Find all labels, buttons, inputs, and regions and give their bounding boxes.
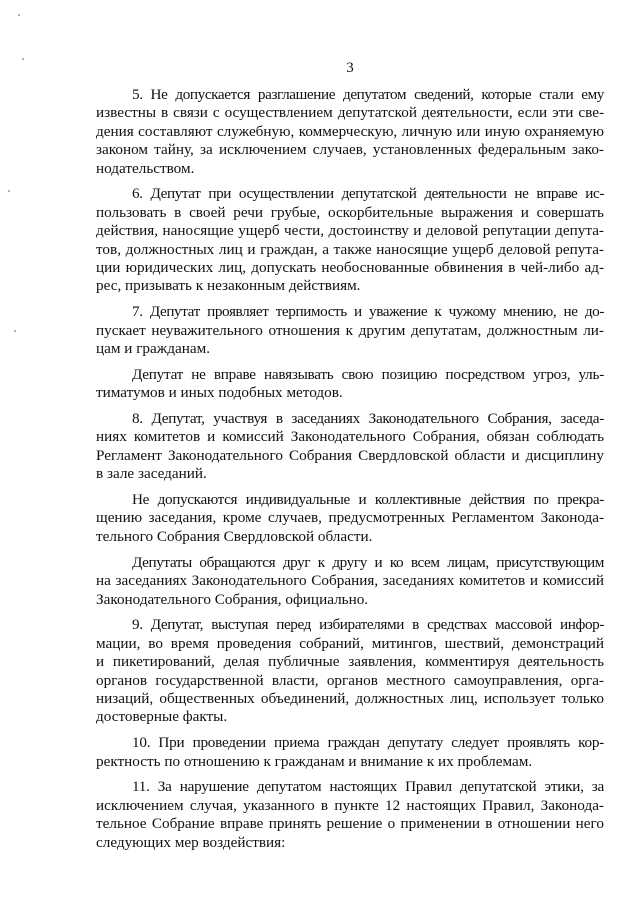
text-line: тов, должностных лиц и граждан, а также наносящие ущерб деловой репута- bbox=[96, 240, 604, 258]
scan-speck bbox=[18, 14, 20, 16]
text-line: дения составляют служебную, коммерческую, личную или иную охраняемую bbox=[96, 122, 604, 140]
text-line: Регламент Законодательного Собрания Свердловской области и дисциплину bbox=[96, 446, 604, 464]
text-line: действия, наносящие ущерб чести, достоинству и деловой репутации депута- bbox=[96, 222, 604, 240]
text-line: 8. Депутат, участвуя в заседаниях Законодательного Собрания, заседа- bbox=[132, 410, 604, 428]
text-line: нодательством. bbox=[96, 159, 195, 177]
text-line: 11. За нарушение депутатом настоящих Правил депутатской этики, за bbox=[132, 778, 604, 796]
text-line: 9. Депутат, выступая перед избирателями в средствах массовой инфор- bbox=[132, 616, 604, 634]
text-line: пускает неуважительного отношения к другим депутатам, должностным ли- bbox=[96, 321, 604, 339]
paragraph-item-9 bbox=[96, 616, 604, 726]
text-line: щению заседания, кроме случаев, предусмотренных Регламентом Законода- bbox=[96, 509, 604, 527]
text-line: 7. Депутат проявляет терпимость и уважение к чужому мнению, не до- bbox=[132, 303, 604, 321]
text-line: Депутат не вправе навязывать свою позицию посредством угроз, уль- bbox=[132, 365, 604, 383]
text-line: органов государственной власти, органов местного самоуправления, орга- bbox=[96, 671, 604, 689]
text-line: достоверные факты. bbox=[96, 708, 228, 726]
paragraph-item-5 bbox=[96, 86, 604, 178]
scan-speck bbox=[14, 330, 16, 332]
text-line: ции юридических лиц, допускать необоснованные обвинения в чей-либо ад- bbox=[96, 259, 604, 277]
text-line: мации, во время проведения собраний, митингов, шествий, демонстраций bbox=[96, 634, 604, 652]
paragraph-item-11 bbox=[96, 778, 604, 852]
text-line: рес, призывать к незаконным действиям. bbox=[96, 277, 361, 295]
text-line: Законодательного Собрания, официально. bbox=[96, 590, 369, 608]
text-line: 6. Депутат при осуществлении депутатской деятельности не вправе ис- bbox=[132, 185, 604, 203]
paragraph-item-8-cont-1 bbox=[96, 491, 604, 546]
text-line: тельного Собрания Свердловской области. bbox=[96, 527, 373, 545]
text-line: ректность по отношению к гражданам и внимание к их проблемам. bbox=[96, 752, 533, 770]
text-line: Не допускаются индивидуальные и коллективные действия по прекра- bbox=[132, 491, 604, 509]
text-line: низаций, общественных объединений, должностных лиц, использует только bbox=[96, 689, 604, 707]
text-line: Депутаты обращаются друг к другу и ко всем лицам, присутствующим bbox=[132, 553, 604, 571]
text-line: цам и гражданам. bbox=[96, 340, 211, 358]
text-line: 10. При проведении приема граждан депутату следует проявлять кор- bbox=[132, 734, 604, 752]
page-number: 3 bbox=[346, 60, 354, 76]
paragraph-item-6 bbox=[96, 185, 604, 295]
text-line: тиматумов и иных подобных методов. bbox=[96, 384, 343, 402]
text-line: и пикетирований, делая публичные заявления, комментируя деятельность bbox=[96, 653, 604, 671]
paragraph-item-8 bbox=[96, 410, 604, 484]
paragraph-item-8-cont-2 bbox=[96, 554, 604, 609]
text-line: известны в связи с осуществлением депутатской деятельности, если эти све- bbox=[96, 104, 604, 122]
document-body bbox=[96, 86, 604, 852]
text-line: следующих мер воздействия: bbox=[96, 833, 286, 851]
text-line: пользовать в своей речи грубые, оскорбительные выражения и совершать bbox=[96, 203, 604, 221]
text-line: 5. Не допускается разглашение депутатом сведений, которые стали ему bbox=[132, 86, 604, 103]
text-line: исключением случая, указанного в пункте 12 настоящих Правил, Законода- bbox=[96, 796, 604, 814]
paragraph-item-7-cont bbox=[96, 366, 604, 403]
scan-speck bbox=[22, 58, 24, 60]
text-line: на заседаниях Законодательного Собрания, заседаниях комитетов и комиссий bbox=[96, 572, 604, 590]
text-line: ниях комитетов и комиссий Законодательного Собрания, обязан соблюдать bbox=[96, 428, 604, 446]
scan-speck bbox=[8, 190, 10, 192]
text-line: тельное Собрание вправе принять решение о применении в отношении него bbox=[96, 815, 604, 833]
text-line: законом тайну, за исключением случаев, установленных федеральным зако- bbox=[96, 141, 604, 159]
paragraph-item-7 bbox=[96, 303, 604, 358]
paragraph-item-10 bbox=[96, 734, 604, 771]
text-line: в зале заседаний. bbox=[96, 465, 207, 483]
